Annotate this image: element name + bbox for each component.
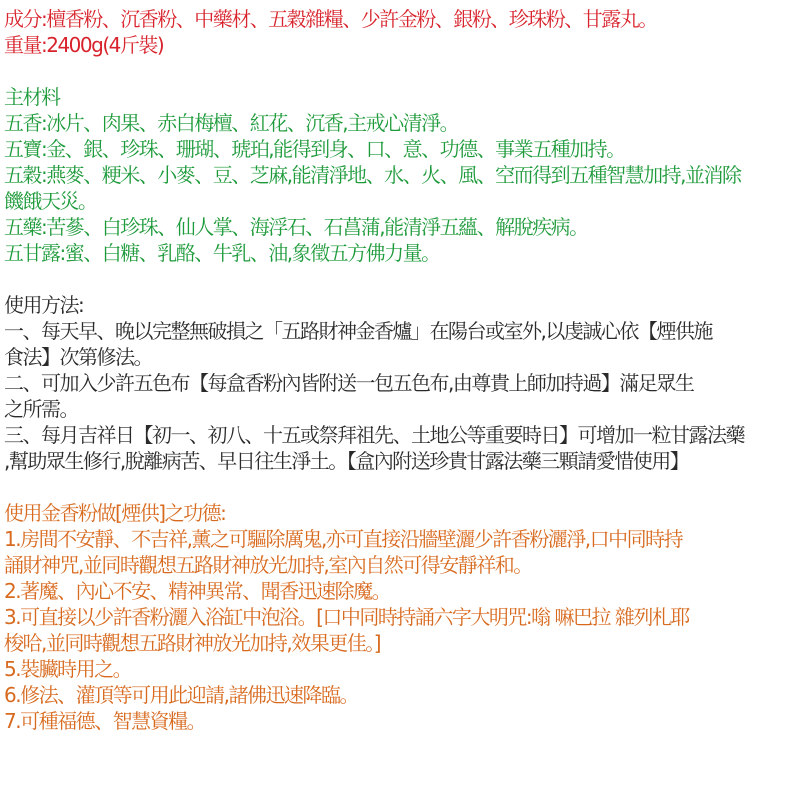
materials-line: 五香:冰片、肉果、赤白梅檀、紅花、沉香,主戒心清淨。 [4, 111, 459, 135]
merits-line: 7.可種福德、智慧資糧。 [4, 709, 206, 733]
materials-line: 五甘露:蜜、白糖、乳酪、牛乳、油,象徵五方佛力量。 [4, 241, 440, 265]
merits-line: 1.房間不安靜、不吉祥,薰之可驅除厲鬼,亦可直接沿牆壁灑少許香粉灑淨,口中同時持 [4, 527, 683, 551]
usage-line: 食法】次第修法。 [4, 345, 152, 369]
merits-line: 誦財神咒,並同時觀想五路財神放光加持,室內自然可得安靜祥和。 [4, 553, 532, 577]
materials-line: 五穀:燕麥、粳米、小麥、豆、芝麻,能清淨地、水、火、風、空而得到五種智慧加持,並消除 [4, 163, 741, 187]
weight-line: 重量:2400g(4斤裝) [4, 33, 164, 57]
materials-title: 主材料 [4, 85, 60, 109]
materials-line: 五藥:苦蔘、白珍珠、仙人掌、海浮石、石菖蒲,能清淨五蘊、解脫疾病。 [4, 215, 588, 239]
usage-line: ,幫助眾生修行,脫離病苦、早日往生淨土。【盒內附送珍貴甘露法藥三顆請愛惜使用】 [4, 449, 689, 473]
merits-line: 5.裝臟時用之。 [4, 657, 132, 681]
usage-title: 使用方法: [4, 293, 84, 317]
materials-line: 饑餓天災。 [4, 189, 97, 213]
spacer [4, 58, 796, 84]
usage-line: 一、每天早、晚以完整無破損之「五路財神金香爐」在陽台或室外,以虔誠心依【煙供施 [4, 319, 712, 343]
merits-line: 3.可直接以少許香粉灑入浴缸中泡浴。[口中同時持誦六字大明咒:嗡 嘛巴拉 雜列札耶 [4, 605, 689, 629]
usage-line: 之所需。 [4, 397, 78, 421]
merits-line: 2.著魔、內心不安、精神異常、聞香迅速除魔。 [4, 579, 391, 603]
merits-title: 使用金香粉做[煙供]之功德: [4, 501, 226, 525]
merits-line: 梭哈,並同時觀想五路財神放光加持,效果更佳。] [4, 631, 381, 655]
spacer [4, 266, 796, 292]
spacer [4, 474, 796, 500]
materials-line: 五寶:金、銀、珍珠、珊瑚、琥珀,能得到身、口、意、功德、事業五種加持。 [4, 137, 625, 161]
usage-line: 二、可加入少許五色布【每盒香粉內皆附送一包五色布,由尊貴上師加持過】滿足眾生 [4, 371, 694, 395]
merits-line: 6.修法、灌頂等可用此迎請,諸佛迅速降臨。 [4, 683, 358, 707]
usage-line: 三、每月吉祥日【初一、初八、十五或祭拜祖先、土地公等重要時日】可增加一粒甘露法藥 [4, 423, 744, 447]
ingredients-line: 成分:檀香粉、沉香粉、中藥材、五穀雜糧、少許金粉、銀粉、珍珠粉、甘露丸。 [4, 7, 657, 31]
